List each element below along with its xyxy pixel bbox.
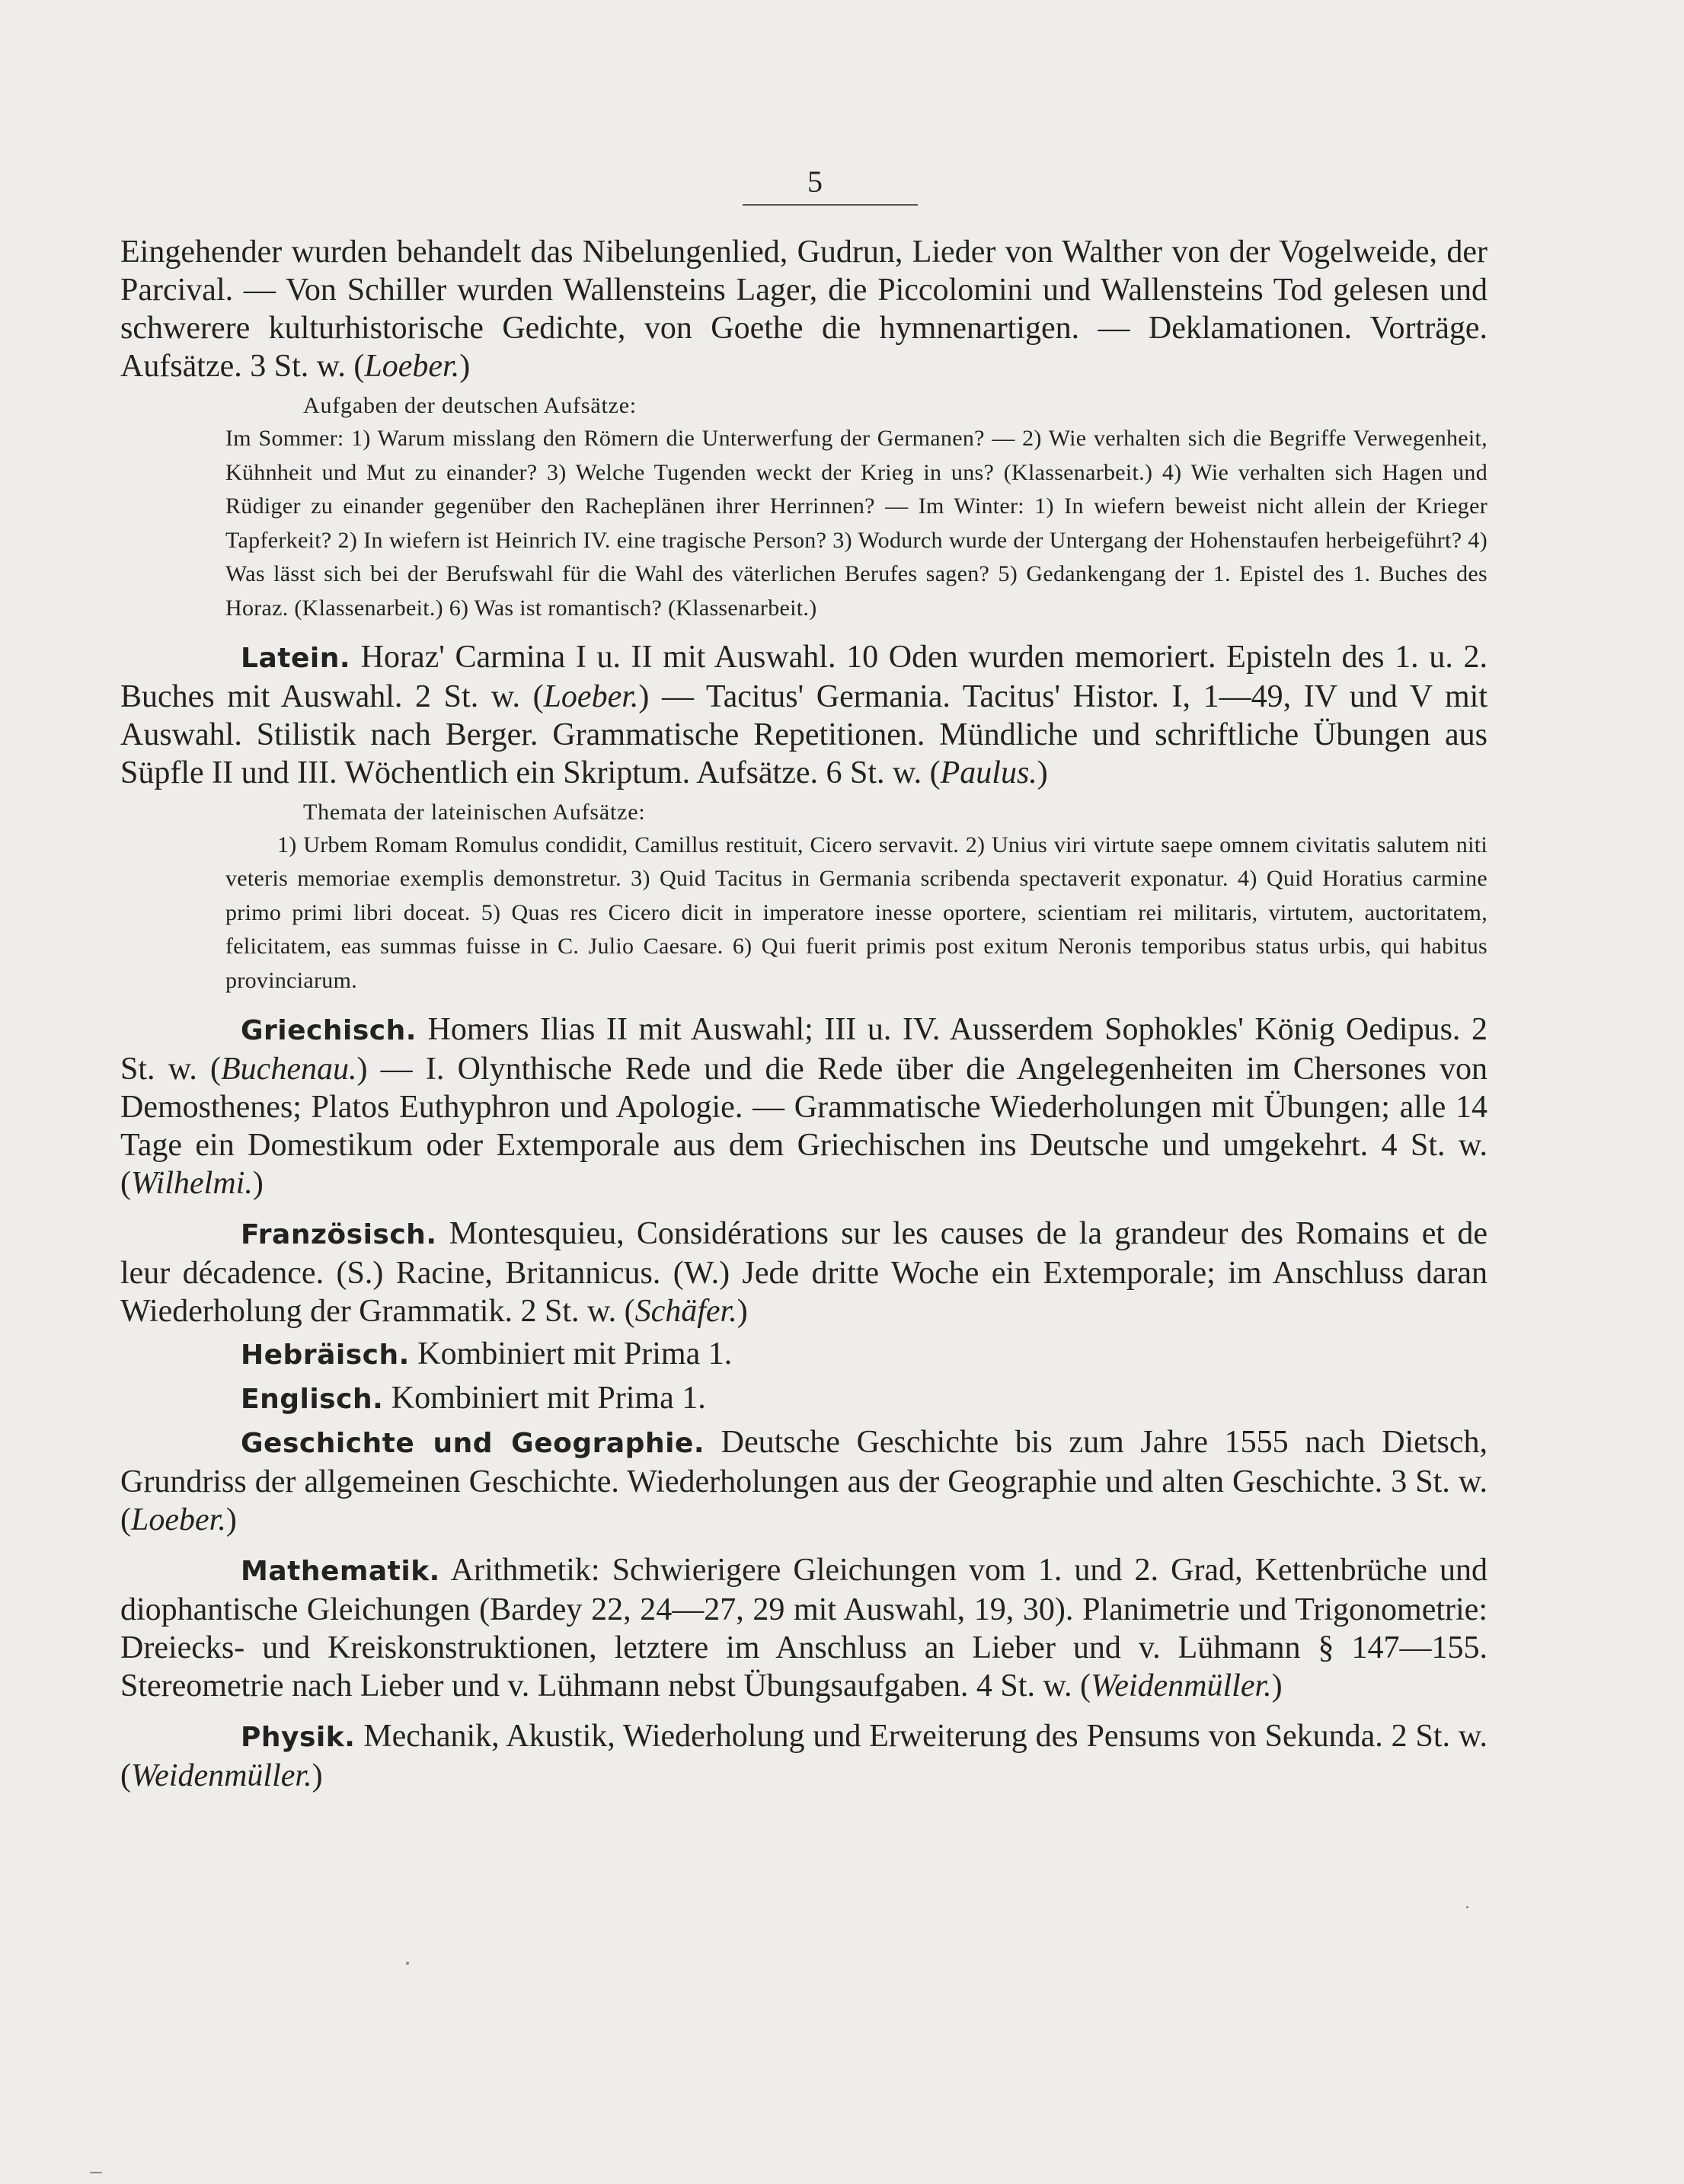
griechisch-paragraph: [120, 1011, 1487, 1202]
paper-speck: [406, 1962, 409, 1965]
latein-paragraph: [120, 638, 1487, 792]
englisch-text: Kombiniert mit Prima 1.: [383, 1380, 706, 1416]
griechisch-teacher2: Wilhelmi.: [131, 1165, 253, 1201]
physik-teacher: Weidenmüller.: [131, 1758, 312, 1793]
paper-speck: [90, 2172, 102, 2173]
mathematik-label: Mathematik.: [241, 1555, 440, 1587]
page-number: 5: [807, 164, 823, 199]
griechisch-close: ): [252, 1165, 264, 1201]
latein-text1: Horaz' Carmina I u. II mit Auswahl. 10 Oden wurden memoriert. Episteln des 1. u. 2. Buches mit Auswahl. 2 St. w. (: [120, 639, 1487, 714]
geschichte-close: ): [225, 1502, 237, 1537]
physik-paragraph: [120, 1717, 1487, 1795]
physik-label: Physik.: [241, 1721, 356, 1753]
franzoesisch-paragraph: [120, 1215, 1487, 1330]
mathematik-teacher: Weidenmüller.: [1091, 1668, 1272, 1703]
englisch-paragraph: [120, 1379, 1487, 1419]
griechisch-label: Griechisch.: [241, 1014, 417, 1046]
hebraeisch-label: Hebräisch.: [241, 1339, 410, 1371]
hebraeisch-paragraph: [120, 1335, 1487, 1375]
physik-text: Mechanik, Akustik, Wiederholung und Erweiterung des Pensums von Sekunda. 2 St. w. (: [120, 1718, 1487, 1793]
mathematik-paragraph: [120, 1551, 1487, 1705]
latein-teacher1: Loeber.: [543, 679, 639, 714]
deutsch-topics: Im Sommer: 1) Warum misslang den Römern die Unterwerfung der Germanen? — 2) Wie verhalten sich die Begriffe Verwegenheit, Kühnheit und Mut zu einander? 3) Welche Tugenden weckt der Krieg in uns? (Klassenarbeit.) 4) Wie verhalten sich Hagen und Rüdiger zu einander gegenüber den Racheplänen ihrer Herrinnen? — Im Winter: 1) In wiefern beweist nicht allein der Krieger Tapferkeit? 2) In wiefern ist Heinrich IV. eine tragische Person? 3) Wodurch wurde der Untergang der Hohenstaufen herbeigeführt? 4) Was lässt sich bei der Berufswahl für die Wahl des väterlichen Berufes sagen? 5) Gedankengang der 1. Epistel des 1. Buches des Horaz. (Klassenarbeit.) 6) Was ist romantisch? (Klassenarbeit.): [225, 426, 1487, 621]
latein-close: ): [1037, 755, 1048, 790]
latein-text2: ) — Tacitus' Germania. Tacitus' Histor. I, 1—49, IV und V mit Auswahl. Stilistik nach Berger. Grammatische Repetitionen. Mündliche und schriftliche Übungen aus Süpfle II und III. Wöchentlich ein Skriptum. Aufsätze. 6 St. w. (: [120, 679, 1488, 790]
latein-teacher2: Paulus.: [940, 755, 1037, 790]
mathematik-close: ): [1271, 1668, 1283, 1703]
hebraeisch-text: Kombiniert mit Prima 1.: [409, 1336, 733, 1371]
deutsch-paragraph: [120, 233, 1487, 385]
geschichte-paragraph: [120, 1423, 1487, 1539]
franzoesisch-close: ): [737, 1293, 748, 1329]
deutsch-close: ): [459, 349, 471, 384]
deutsch-teacher: Loeber.: [364, 349, 460, 384]
franzoesisch-label: Französisch.: [241, 1218, 437, 1250]
deutsch-text: Eingehender wurden behandelt das Nibelungenlied, Gudrun, Lieder von Walther von der Vogelweide, der Parcival. — Von Schiller wurden Wallensteins Lager, die Piccolomini und Wallensteins Tod gelesen und schwerere kulturhistorische Gedichte, von Goethe die hymnenartigen. — Deklamationen. Vorträge. Aufsätze. 3 St. w. (: [120, 235, 1487, 384]
griechisch-text2: ) — I. Olynthische Rede und die Rede über die Angelegenheiten im Chersones von Demosthenes; Platos Euthyphron und Apologie. — Grammatische Wiederholungen mit Übungen; alle 14 Tage ein Domestikum oder Extemporale aus dem Griechischen ins Deutsche und umgekehrt. 4 St. w. (: [120, 1051, 1487, 1201]
latein-topics-heading: Themata der lateinischen Aufsätze:: [303, 799, 646, 825]
page-body: [120, 233, 1487, 1795]
geschichte-teacher: Loeber.: [131, 1502, 226, 1537]
page-number-rule: [743, 204, 918, 206]
englisch-label: Englisch.: [241, 1383, 384, 1415]
latein-topics: 1) Urbem Romam Romulus condidit, Camillus restituit, Cicero servavit. 2) Unius viri virtute saepe omnem civitatis salutem niti veteris memoriae exemplis demonstretur. 3) Quid Tacitus in Germania scribenda spectaverit exponatur. 4) Quid Horatius carmine primo primi libri doceat. 5) Quas res Cicero dicit in imperatore inesse oportere, scientiam rei militaris, virtutem, auctoritatem, felicitatem, eas summas fuisse in C. Julio Caesare. 6) Qui fuerit primis post exitum Neronis temporibus status urbis, qui habitus provinciarum.: [225, 832, 1487, 993]
deutsch-topics-heading: Aufgaben der deutschen Aufsätze:: [303, 393, 637, 418]
physik-close: ): [312, 1758, 323, 1793]
latein-label: Latein.: [241, 642, 351, 674]
geschichte-text: Deutsche Geschichte bis zum Jahre 1555 nach Dietsch, Grundriss der allgemeinen Geschichte. Wiederholungen aus der Geographie und alten Geschichte. 3 St. w. (: [120, 1424, 1487, 1537]
franzoesisch-text: Montesquieu, Considérations sur les causes de la grandeur des Romains et de leur décadence. (S.) Racine, Britannicus. (W.) Jede dritte Woche ein Extemporale; im Anschluss daran Wiederholung der Grammatik. 2 St. w. (: [120, 1215, 1487, 1329]
mathematik-text: Arithmetik: Schwierigere Gleichungen vom 1. und 2. Grad, Kettenbrüche und diophantische Gleichungen (Bardey 22, 24—27, 29 mit Auswahl, 19, 30). Planimetrie und Trigonometrie: Dreiecks- und Kreiskonstruktionen, letztere im Anschluss an Lieber und v. Lühmann § 147—155. Stereometrie nach Lieber und v. Lühmann nebst Übungsaufgaben. 4 St. w. (: [120, 1552, 1487, 1703]
franzoesisch-teacher: Schäfer.: [634, 1293, 737, 1329]
griechisch-teacher1: Buchenau.: [221, 1051, 357, 1087]
geschichte-label: Geschichte und Geographie.: [241, 1427, 705, 1459]
paper-speck: [1466, 1906, 1468, 1908]
griechisch-text1: Homers Ilias II mit Auswahl; III u. IV. Ausserdem Sophokles' König Oedipus. 2 St. w. (: [120, 1011, 1487, 1087]
